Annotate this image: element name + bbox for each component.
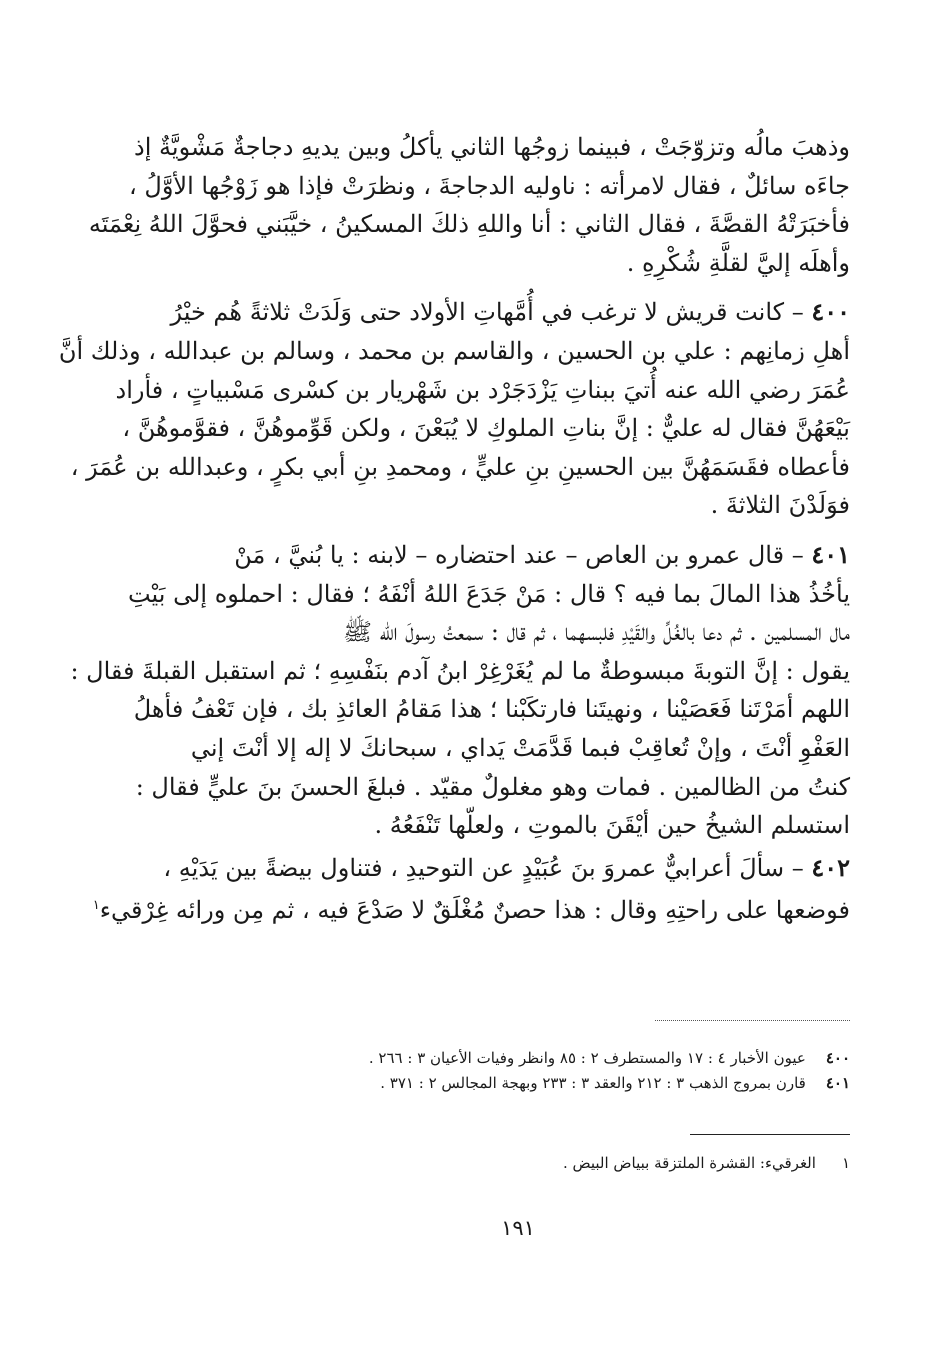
text-line: أهلِ زمانِهم : علي بن الحسين ، والقاسم بن محمد ، وسالم بن عبدالله ، وذلك أنَّ — [58, 336, 850, 365]
paragraph-text: – سألَ أعرابيٌّ عمروَ بنَ عُبَيْدٍ عن التوحيدِ ، فتناول بيضةً بين يَدَيْهِ ، — [163, 853, 812, 882]
paragraph-401-first-line — [170, 536, 850, 575]
text-line: مال المسلمين . ثم دعا بالغُلِّ والقَيْدِ فلبسهما ، ثم قال : سمعتُ رسولَ الله ﷺ — [342, 618, 850, 647]
paragraph-number: ٤٠٢ — [811, 852, 850, 882]
paragraph-number: ٤٠١ — [811, 539, 850, 569]
paragraph-text: – قال عمرو بن العاص – عند احتضاره – لابنه : يا بُنيَّ ، مَنْ — [234, 540, 812, 569]
text-line: جاءَه سائلٌ ، فقال لامرأته : ناوليه الدجاجةَ ، ونظرَتْ فإذا هو زَوْجُها الأوَّلُ ، — [129, 171, 850, 200]
sources-divider — [655, 1020, 850, 1021]
footnote-number: ١ — [841, 1154, 850, 1172]
page-number: ١٩١ — [501, 1216, 535, 1240]
text-line: اللهم أمَرْتَنا فَعَصَيْنا ، ونهيتَنا فارتكَبْنا ؛ هذا مَقامُ العائذِ بك ، فإن تَعْفُ فأهلُ — [133, 695, 850, 724]
paragraph-text: فوضعها على راحتِهِ وقال : هذا حصنٌ مُغْلَقٌ لا صَدْعَ فيه ، ثم مِن ورائه غِرْقيء — [99, 896, 850, 925]
text-line: فأعطاه فقَسَمَهُنَّ بين الحسينِ بنِ عليٍّ ، ومحمدِ بنِ أبي بكرٍ ، وعبدالله بن عُمَرَ ، — [70, 452, 850, 481]
text-line: فأخبَرَتْهُ القصَّةَ ، فقال الثاني : أنا واللهِ ذلكَ المسكينُ ، خيَّبَني فحوَّلَ اللهُ نِعْمَتَه — [88, 210, 850, 239]
text-line: كنتُ من الظالمين . فمات وهو مغلولٌ مقيّد . فبلغَ الحسنَ بنَ عليٍّ فقال : — [135, 772, 850, 801]
footnote-marker: ١ — [92, 898, 100, 914]
text-line: العَفْوِ أنْتَ ، وإنْ تُعاقِبْ فبما قَدَّمَتْ يَداي ، سبحانكَ لا إله إلا أنْتَ إني — [190, 733, 850, 762]
sources-block — [290, 1046, 850, 1096]
source-text: قارن بمروج الذهب ٣ : ٢١٢ والعقد ٣ : ٢٣٣ وبهجة المجالس ٢ : ٣٧١ . — [380, 1074, 806, 1092]
footnote — [520, 1151, 850, 1175]
source-text: عيون الأخبار ٤ : ١٧ والمستطرف ٢ : ٨٥ وانظر وفيات الأعيان ٣ : ٢٦٦ . — [368, 1049, 806, 1067]
text-line: يأخُذُ هذا المالَ بما فيه ؟ قال : مَنْ جَدَعَ اللهُ أنْفَهُ ؛ فقال : احملوه إلى بَيْتِ — [127, 579, 850, 608]
text-line: وأهلَه إليَّ لقلَّةِ شُكْرِهِ . — [626, 248, 850, 277]
paragraph-text: – كانت قريش لا ترغب في أُمَّهاتِ الأولاد حتى وَلَدَتْ ثلاثةً هُم خيْرُ — [170, 298, 812, 327]
text-line: فوَلَدْنَ الثلاثةَ . — [710, 491, 850, 520]
source-entry — [290, 1046, 850, 1071]
source-entry — [290, 1071, 850, 1096]
text-line: استسلم الشيخُ حين أيْقَنَ بالموتِ ، ولعلّها تَنْفَعُهُ . — [374, 811, 850, 840]
footnote-text: الغرقيء: القشرة الملتزقة ببياض البيض . — [562, 1154, 816, 1172]
paragraph-400-first-line — [170, 293, 850, 332]
source-number: ٤٠٠ — [825, 1049, 850, 1067]
text-line: بَيْعَهُنَّ فقال له عليٌّ : إنَّ بناتِ الملوكِ لا يُبَعْنَ ، ولكن قَوِّموهُنَّ ، فقوَّموهُنَّ ، — [122, 414, 850, 443]
paragraph-402-first-line — [163, 849, 850, 888]
main-text — [58, 128, 850, 926]
source-number: ٤٠١ — [825, 1074, 850, 1092]
footnote-divider — [690, 1134, 850, 1135]
paragraph-402-last-line — [92, 887, 850, 926]
text-line: عُمَرَ رضي الله عنه أُتيَ ببناتِ يَزْدَجَرْد بن شَهْريار بن كسْرى مَسْبياتٍ ، فأراد — [115, 375, 850, 404]
text-line: يقول : إنَّ التوبةَ مبسوطةٌ ما لم يُغَرْغِرْ ابنُ آدم بنَفْسِهِ ؛ ثم استقبل القبلةَ فقال : — [70, 656, 850, 685]
text-line: وذهبَ مالُه وتزوّجَتْ ، فبينما زوجُها الثاني يأكلُ وبين يديهِ دجاجةٌ مَشْويَّةٌ إذ — [134, 133, 850, 161]
paragraph-number: ٤٠٠ — [811, 297, 850, 327]
